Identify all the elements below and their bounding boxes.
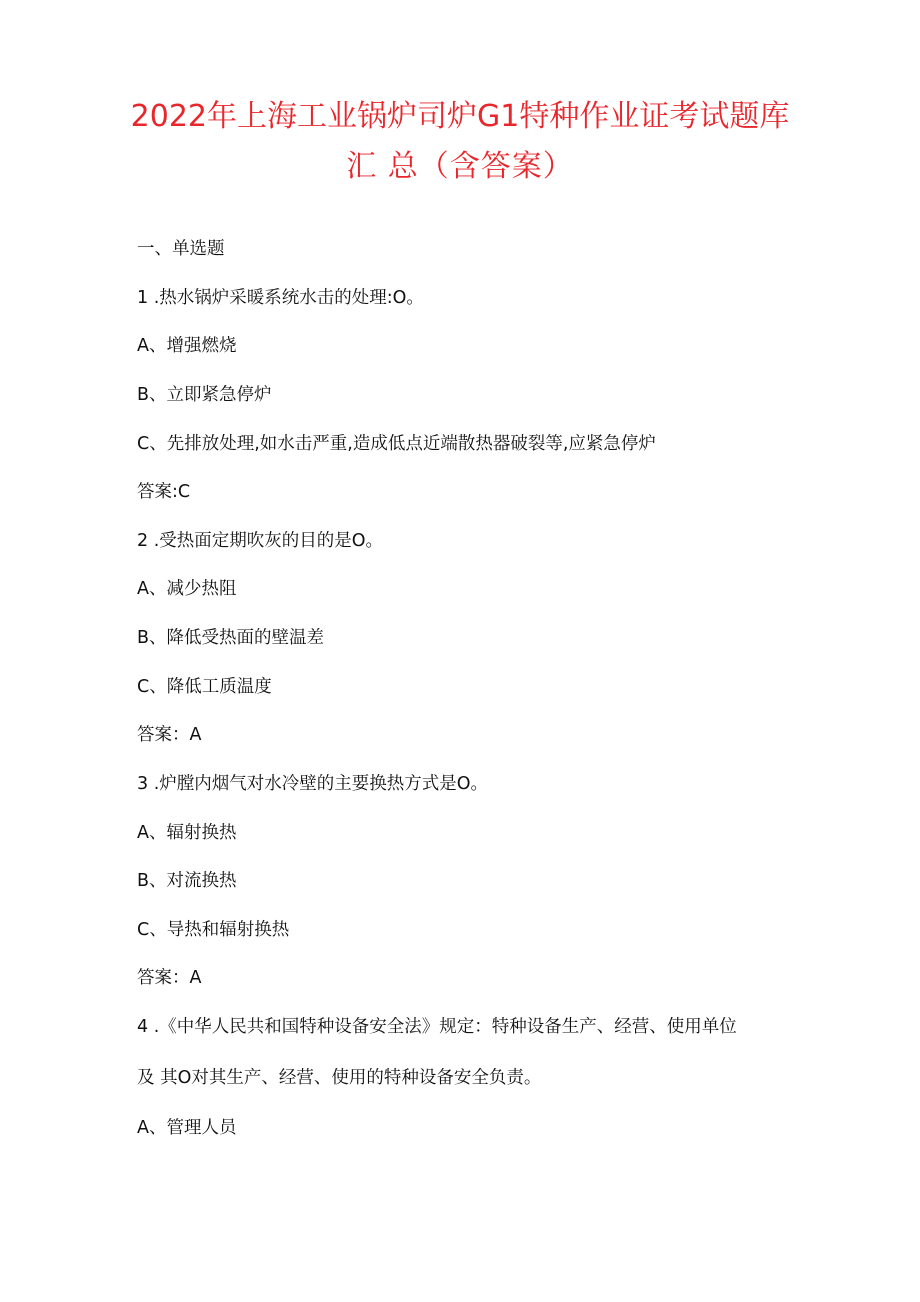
question-1-option-a: A、增强燃烧 bbox=[137, 336, 237, 356]
document-title-line2: 汇 总（含答案） bbox=[346, 149, 574, 184]
question-2-stem: 2 .受热面定期吹灰的目的是O。 bbox=[137, 531, 384, 551]
section-heading: 一、单选题 bbox=[137, 239, 225, 259]
question-3-option-b: B、对流换热 bbox=[137, 871, 237, 891]
question-1-option-c: C、先排放处理,如水击严重,造成低点近端散热器破裂等,应紧急停炉 bbox=[137, 434, 656, 454]
question-1-answer: 答案:C bbox=[137, 482, 191, 502]
question-4-stem-line1: 4 .《中华人民共和国特种设备安全法》规定：特种设备生产、经营、使用单位 bbox=[137, 1017, 737, 1037]
question-3-option-c: C、导热和辐射换热 bbox=[137, 920, 290, 940]
question-1-stem: 1 .热水锅炉采暖系统水击的处理:O。 bbox=[137, 288, 424, 308]
question-1-option-b: B、立即紧急停炉 bbox=[137, 385, 272, 405]
question-2-answer: 答案：A bbox=[137, 725, 202, 745]
document-title-line1: 2022年上海工业锅炉司炉G1特种作业证考试题库 bbox=[130, 99, 790, 134]
question-3-stem: 3 .炉膛内烟气对水冷壁的主要换热方式是O。 bbox=[137, 774, 489, 794]
question-2-option-b: B、降低受热面的壁温差 bbox=[137, 628, 325, 648]
question-2-option-c: C、降低工质温度 bbox=[137, 677, 272, 697]
question-4-stem-line2: 及 其O对其生产、经营、使用的特种设备安全负责。 bbox=[137, 1068, 542, 1088]
question-2-option-a: A、减少热阻 bbox=[137, 579, 237, 599]
question-3-answer: 答案：A bbox=[137, 968, 202, 988]
question-4-option-a: A、管理人员 bbox=[137, 1118, 237, 1138]
question-3-option-a: A、辐射换热 bbox=[137, 823, 237, 843]
